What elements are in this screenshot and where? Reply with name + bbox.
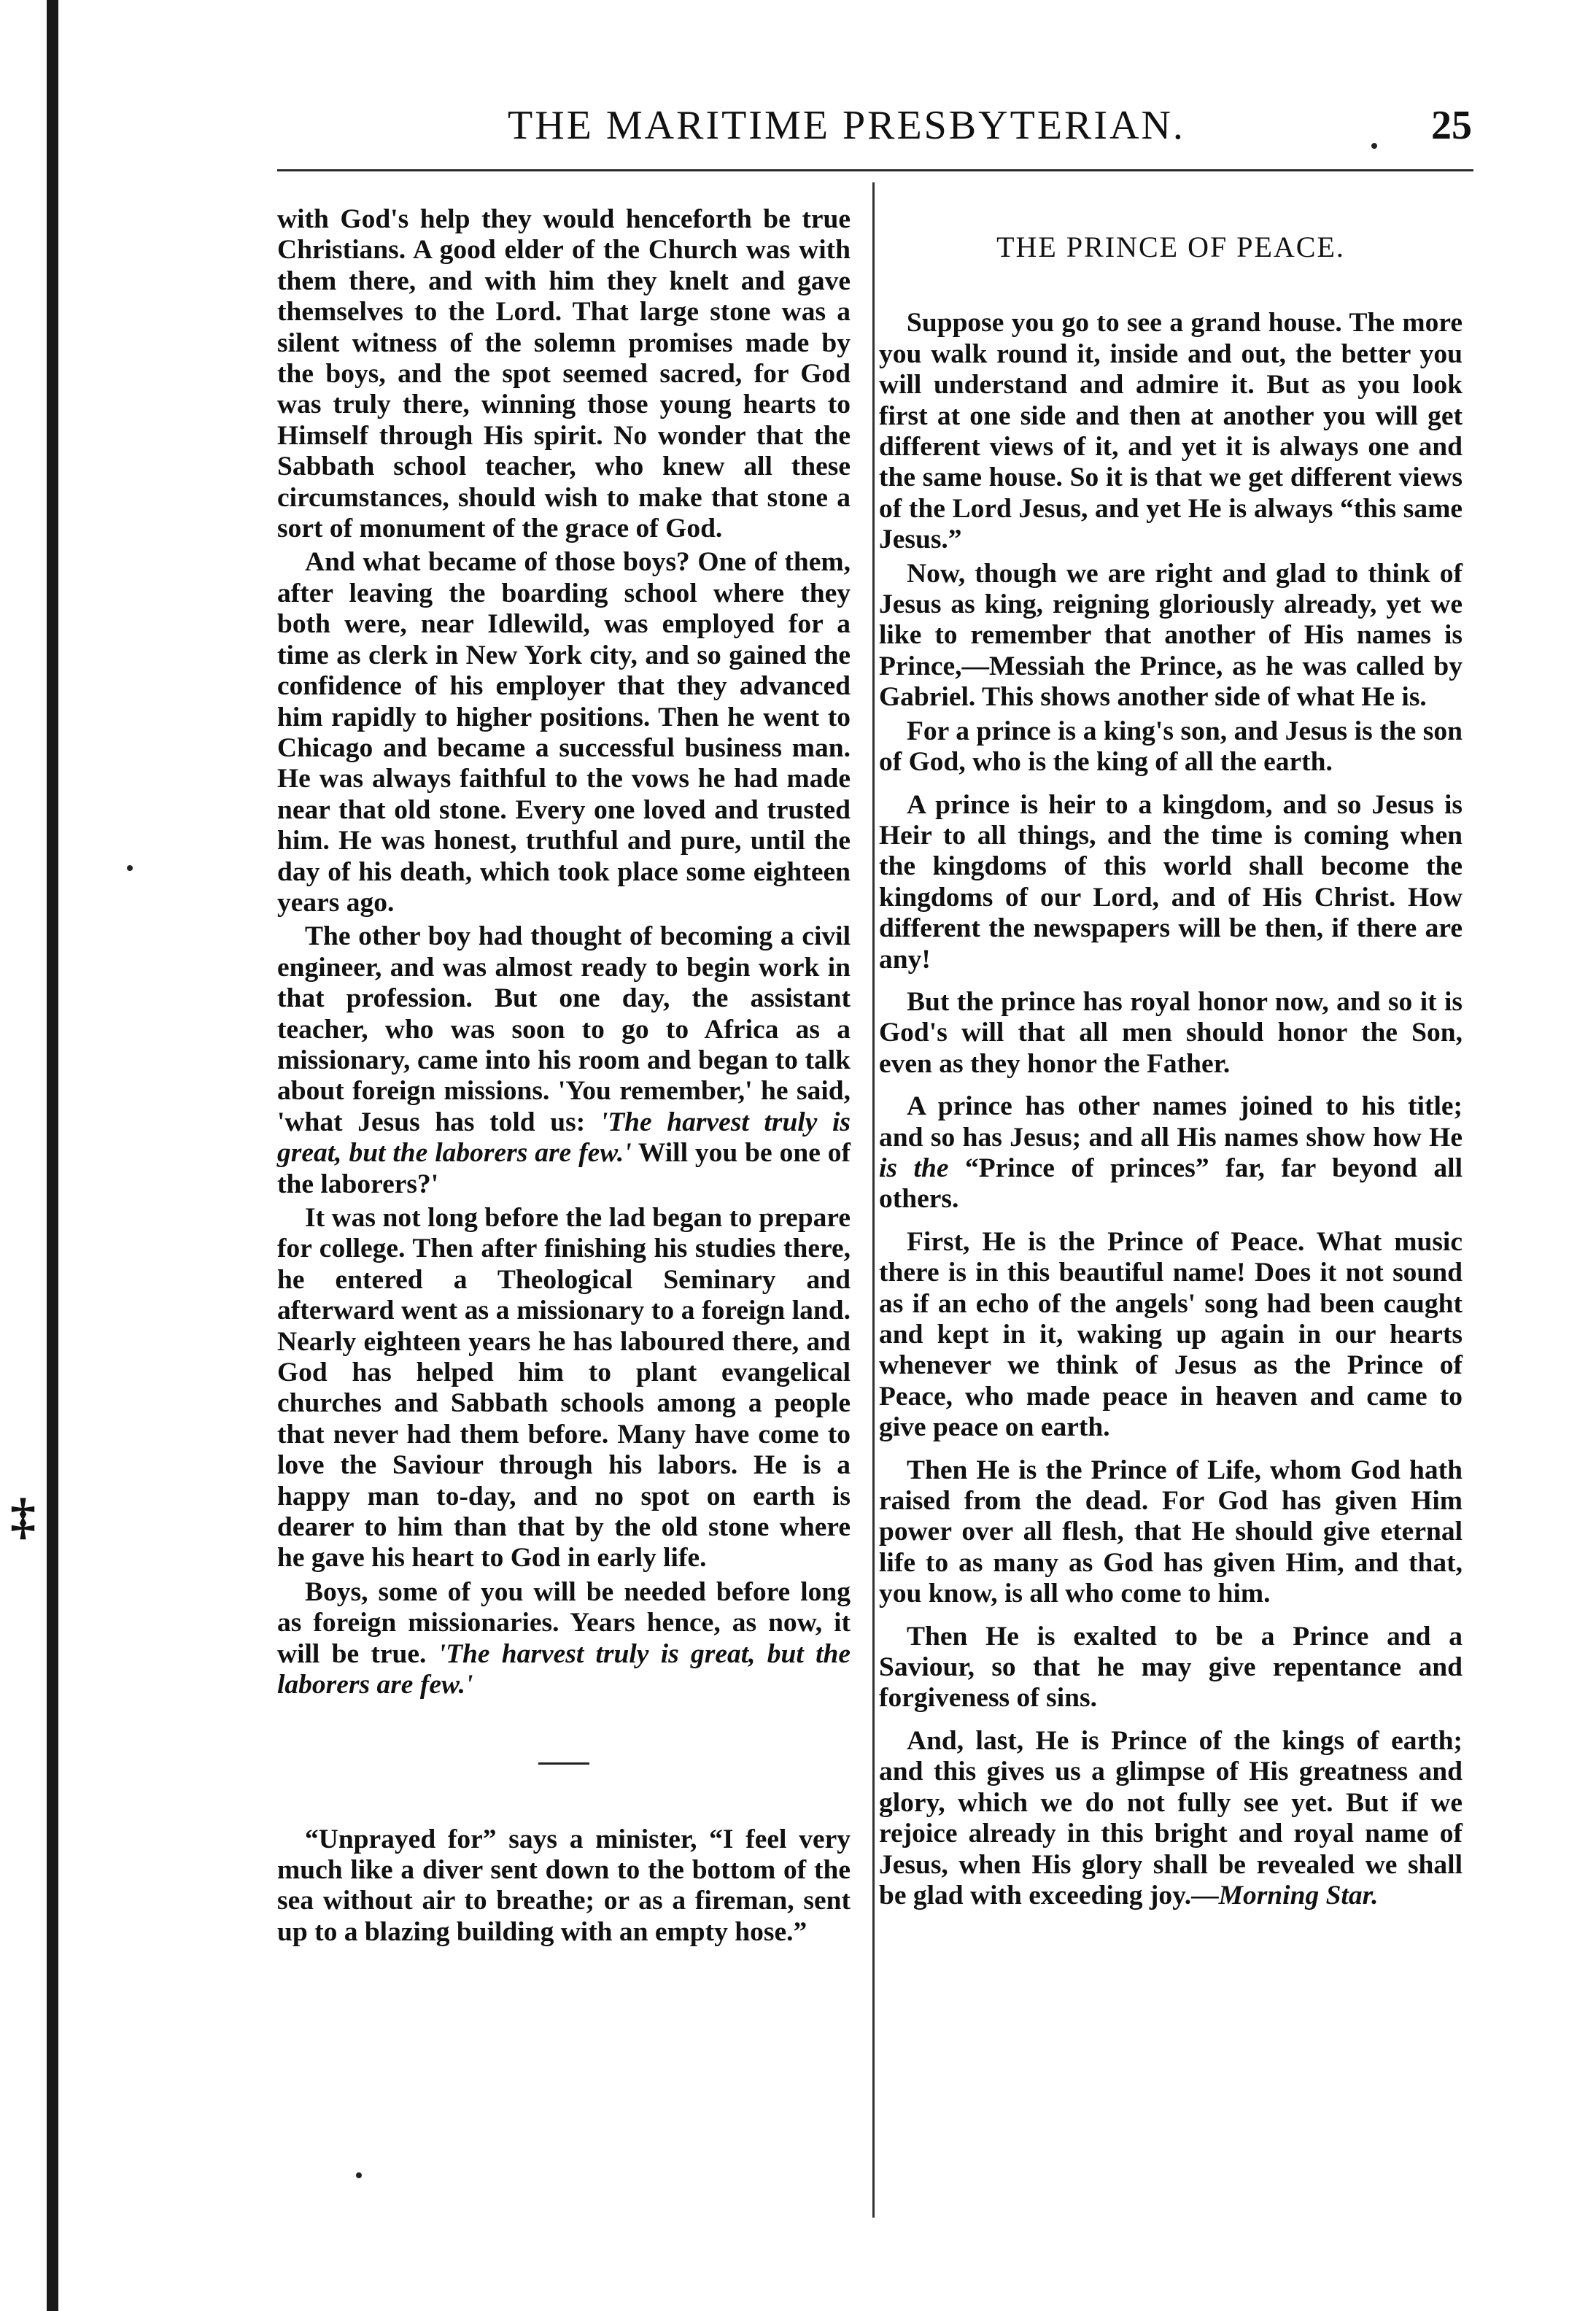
paragraph: Then He is exalted to be a Prince and a Saviour, so that he may give repentance and forgiveness of sins. — [879, 1621, 1463, 1714]
left-column — [277, 204, 851, 1948]
emphasis: is the — [879, 1153, 949, 1183]
margin-mark: ‡ — [10, 1489, 36, 1545]
paragraph — [277, 1577, 851, 1701]
paragraph: But the prince has royal honor now, and so it is God's will that all men should honor the Son, even as they honor the Father. — [879, 986, 1463, 1079]
paragraph: A prince is heir to a kingdom, and so Jesus is Heir to all things, and the time is coming when the kingdoms of this world shall become the kingdoms of our Lord, and of His Christ. How different the newspapers will be then, if there are any! — [879, 789, 1463, 975]
paragraph: First, He is the Prince of Peace. What music there is in this beautiful name! Does it not sound as if an echo of the angels' song had been caught and kept in it, waking up again in our hearts whenever we think of Jesus as the Prince of Peace, who made peace in heaven and came to give peace on earth. — [879, 1226, 1463, 1443]
paragraph: For a prince is a king's son, and Jesus is the son of God, who is the king of all the earth. — [879, 716, 1463, 778]
paragraph-text: And, last, He is Prince of the kings of earth; and this gives us a glimpse of His greatness and glory, which we do not fully see yet. But if we rejoice already in this bright and royal name of Jesus, when His glory shall be revealed we shall be glad with exceeding joy.— — [879, 1725, 1463, 1911]
paragraph-text: A prince has other names joined to his title; and so has Jesus; and all His names show how He — [879, 1091, 1463, 1153]
section-separator — [538, 1762, 589, 1765]
right-column — [879, 232, 1463, 1911]
paragraph — [879, 1091, 1463, 1215]
page-number: 25 — [1431, 103, 1472, 148]
paragraph: “Unprayed for” says a minister, “I feel very much like a diver sent down to the bottom of the sea without air to breathe; or as a fireman, sent up to a blazing building with an empty hose.” — [277, 1824, 851, 1947]
paragraph-text: “Prince of princes” far, far beyond all others. — [879, 1153, 1463, 1215]
paragraph: It was not long before the lad began to prepare for college. Then after finishing his studies there, he entered a Theological Seminary and afterward went as a missionary to a foreign land. Nearly eighteen years he has laboured there, and God has helped him to plant evangelical churches and Sabbath schools among a people that never had them before. Many have come to love the Saviour through his labors. He is a happy man to-day, and no spot on earth is dearer to him than that by the old stone where he gave his heart to God in early life. — [277, 1203, 851, 1573]
header-rule — [277, 169, 1473, 171]
stray-dot — [127, 865, 133, 871]
stray-dot — [356, 2172, 362, 2178]
paragraph: Now, though we are right and glad to think of Jesus as king, reigning gloriously already, yet we like to remember that another of His names is Prince,—Messiah the Prince, as he was called by Gabriel. This shows another side of what He is. — [879, 558, 1463, 713]
running-head — [292, 102, 1494, 153]
paragraph: with God's help they would henceforth be true Christians. A good elder of the Church was with them there, and with him they knelt and gave themselves to the Lord. That large stone was a silent witness of the solemn promises made by the boys, and the spot seemed sacred, for God was truly there, winning those young hearts to Himself through His spirit. No wonder that the Sabbath school teacher, who knew all these circumstances, should wish to make that stone a sort of monument of the grace of God. — [277, 204, 851, 544]
paragraph: Then He is the Prince of Life, whom God hath raised from the dead. For God has given Him power over all flesh, that He should give eternal life to as many as God has given Him, and that, you know, is all who come to him. — [879, 1455, 1463, 1609]
scripture-quote: 'The harvest truly is great, but the laborers are few.' — [277, 1638, 851, 1700]
source-credit: Morning Star. — [1218, 1880, 1379, 1911]
paragraph-text: Boys, some of you will be needed before long as foreign missionaries. Years hence, as now, it will be true. — [277, 1576, 851, 1669]
paragraph: And what became of those boys? One of them, after leaving the boarding school where they both were, near Idlewild, was employed for a time as clerk in New York city, and so gained the confidence of his employer that they advanced him rapidly to higher positions. Then he went to Chicago and became a successful business man. He was always faithful to the vows he had made near that old stone. Every one loved and trusted him. He was honest, truthful and pure, until the day of his death, which took place some eighteen years ago. — [277, 547, 851, 918]
paragraph-text: Will you be one of the laborers?' — [277, 1138, 851, 1199]
column-divider — [872, 182, 875, 2218]
paragraph-text: The other boy had thought of becoming a civil engineer, and was almost ready to begin work in that profession. But one day, the assistant teacher, who was soon to go to Africa as a missionary, came into his room and began to talk about foreign missions. 'You remember,' he said, 'what Jesus has told us: — [277, 921, 851, 1137]
paragraph — [277, 921, 851, 1200]
scripture-quote: 'The harvest truly is great, but the laborers are few.' — [277, 1107, 851, 1169]
paragraph: Suppose you go to see a grand house. The more you walk round it, inside and out, the better you will understand and admire it. But as you look first at one side and then at another you will get different views of it, and yet it is always one and the same house. So it is that we get different views of the Lord Jesus, and yet He is always “this same Jesus.” — [879, 308, 1463, 555]
binding-rule — [47, 0, 58, 2311]
paragraph — [879, 1726, 1463, 1911]
page-header-title: THE MARITIME PRESBYTERIAN. — [508, 103, 1185, 148]
article-title: THE PRINCE OF PEACE. — [996, 231, 1345, 263]
